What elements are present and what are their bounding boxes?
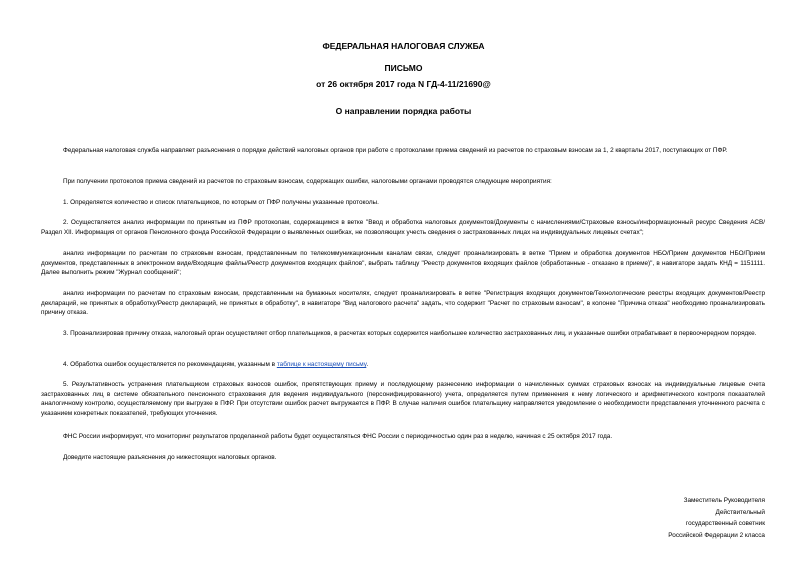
- document-subject: О направлении порядка работы: [335, 106, 472, 116]
- paragraph-tks-analysis: анализ информации по расчетам по страховым взносам, представленным по телекоммуникационным каналам связи, следует проанализировать в ветке "Прием и обработка документов НБО/Прием документов НБО/Прием документов, представленных в электронном виде/Входящие файлы/Реестр документов входящих файлов", выбрать таблицу "Реестр документов входящих файлов (обработанные - отказано в приеме)", в навигаторе задать КНД = 1151111. Далее выполнить режим "Журнал сообщений";: [41, 250, 765, 276]
- signature-position: Заместитель Руководителя: [683, 497, 765, 504]
- document-type: ПИСЬМО: [384, 63, 423, 73]
- signature-rank-2: государственный советник: [685, 520, 765, 527]
- paragraph-paper-analysis: анализ информации по расчетам по страховым взносам, представленным на бумажных носителях, следует проанализировать в ветке "Регистрация входящих документов/Технологические реестры входящих документов/Реестр деклараций, не принятых в обработку/Реестр деклараций, не принятых в обработку", в навигаторе "Вид налогового расчета" задать, что содержит "Расчет по страховым взносам", в колонке "Причина отказа" необходимо проанализировать причину отказа.: [41, 290, 765, 316]
- paragraph-item-4-text: 4. Обработка ошибок осуществляется по рекомендациям, указанным в: [63, 361, 277, 368]
- paragraph-monitoring: ФНС России информирует, что мониторинг результатов проделанной работы будет осуществляться ФНС России с периодичностью один раз в неделю, начиная с 25 октября 2017 года.: [63, 433, 613, 440]
- signature-rank-1: Действительный: [715, 508, 765, 516]
- paragraph-instruction: Доведите настоящие разъяснения до нижестоящих налоговых органов.: [63, 454, 277, 461]
- paragraph-item-2: 2. Осуществляется анализ информации по принятым из ПФР протоколам, содержащимся в ветке "Ввод и обработка налоговых документов/Документы с начислениями/Страховые взносы/информационный ресурс Сведения АСВ/Раздел XII. Информация от органов Пенсионного фонда Российской Федерации о выявленных ошибках, не позволяющих учесть сведения о застрахованных лицах на индивидуальных лицевых счетах";: [41, 219, 765, 236]
- paragraph-item-3: 3. Проанализировав причину отказа, налоговый орган осуществляет отбор плательщиков, в расчетах которых содержится наибольшее количество застрахованных лиц, и указанные ошибки отрабатывает в первоочередном порядке.: [63, 330, 757, 337]
- paragraph-item-4-end: .: [366, 361, 369, 368]
- paragraph-item-4: [41, 360, 765, 370]
- paragraph-item-1: 1. Определяется количество и список плательщиков, по которым от ПФР получены указанные протоколы.: [63, 199, 379, 206]
- agency-title: ФЕДЕРАЛЬНАЯ НАЛОГОВАЯ СЛУЖБА: [322, 41, 485, 51]
- paragraph-measures: При получении протоколов приема сведений из расчетов по страховым взносам, содержащих ошибки, налоговыми органами проводятся следующие мероприятия:: [63, 178, 552, 185]
- document-date-number: от 26 октября 2017 года N ГД-4-11/21690@: [316, 79, 491, 89]
- signature-block: [668, 495, 765, 541]
- table-link[interactable]: таблице к настоящему письму: [276, 361, 367, 368]
- signature-rank-3: Российской Федерации 2 класса: [668, 531, 765, 539]
- paragraph-intro: Федеральная налоговая служба направляет разъяснения о порядке действий налоговых органов при работе с протоколами приема сведений из расчетов по страховым взносам за 1, 2 кварталы 2017, поступающих от ПФР.: [63, 147, 728, 154]
- paragraph-item-5: 5. Результативность устранения плательщиком страховых взносов ошибок, препятствующих приему и последующему разнесению информации о начисленных суммах страховых взносах на индивидуальные лицевые счета застрахованных лиц в системе обязательного пенсионного страхования для ведения индивидуального (персонифицированного) учета, определяется путем применения к нему логического и арифметического контроля показателей аналогичному контролю, осуществляемому при выгрузке в ПФР. При отсутствии ошибок расчет выгружается в ПФР. В случае наличия ошибок плательщику направляется уведомление о необходимости представления уточненного расчета с указанием конкретных показателей, требующих уточнения.: [41, 381, 765, 417]
